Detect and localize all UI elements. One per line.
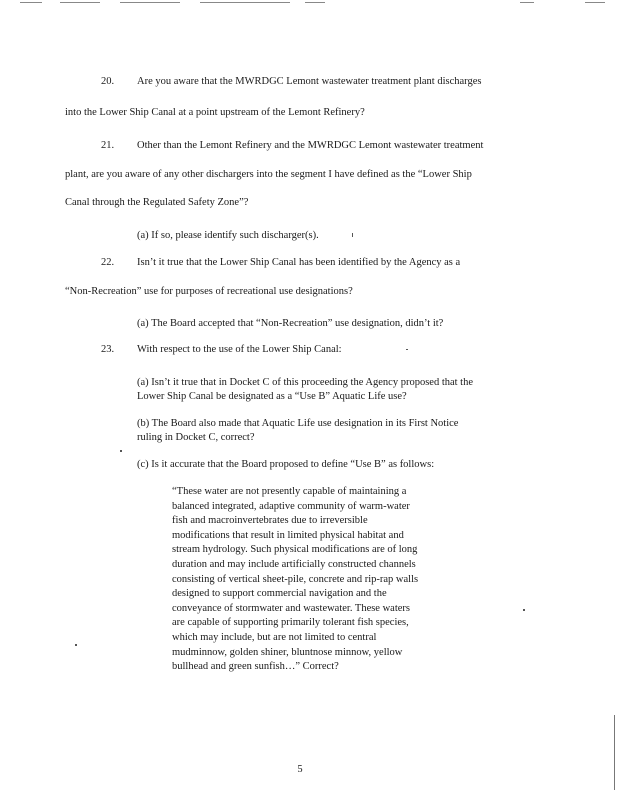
scan-speck xyxy=(75,644,77,646)
q22-sub-a: (a) The Board accepted that “Non-Recreation” use designation, didn’t it? xyxy=(137,318,444,329)
q20-line-1: Are you aware that the MWRDGC Lemont wastewater treatment plant discharges xyxy=(137,76,482,87)
q20-line-2: into the Lower Ship Canal at a point upstream of the Lemont Refinery? xyxy=(65,107,365,118)
scan-speck xyxy=(406,349,408,350)
scan-top-edge-marks xyxy=(0,0,619,6)
q22-line-1: Isn’t it true that the Lower Ship Canal has been identified by the Agency as a xyxy=(137,257,461,268)
q22-number: 22. xyxy=(101,257,115,268)
q21-line-1: Other than the Lemont Refinery and the MWRDGC Lemont wastewater treatment xyxy=(137,140,484,151)
q23-sub-b-line-2: ruling in Docket C, correct? xyxy=(137,432,255,443)
page-number: 5 xyxy=(297,764,303,775)
q23-sub-a-line-1: (a) Isn’t it true that in Docket C of this proceeding the Agency proposed that the xyxy=(137,377,474,388)
q23-sub-c: (c) Is it accurate that the Board proposed to define “Use B” as follows: xyxy=(137,459,435,470)
q23-sub-a-line-2: Lower Ship Canal be designated as a “Use B” Aquatic Life use? xyxy=(137,391,407,402)
scan-speck xyxy=(352,233,353,237)
scan-speck xyxy=(120,450,122,452)
scan-right-edge-mark xyxy=(614,715,615,790)
q22-line-2: “Non-Recreation” use for purposes of recreational use designations? xyxy=(65,286,353,297)
q21-sub-a: (a) If so, please identify such discharger(s). xyxy=(137,230,319,241)
q20-number: 20. xyxy=(101,76,115,87)
block-quote-use-b-definition: “These water are not presently capable of maintaining a balanced integrated, adaptive community of warm-water fish and macroinvertebrates due to irreversible modifications that result in limited physical habitat and stream hydrology. Such physical modifications are of long duration and may include artificially constructed channels consisting of vertical sheet-pile, concrete and rip-rap walls designed to support commercial navigation and the conveyance of stormwater and wastewater. These waters are capable of supporting primarily tolerant fish species, which may include, but are not limited to central mudminnow, golden shiner, bluntnose minnow, yellow bullhead and green sunfish…” Correct? xyxy=(172,486,419,673)
q23-sub-b-line-1: (b) The Board also made that Aquatic Life use designation in its First Notice xyxy=(137,418,459,429)
q21-line-2: plant, are you aware of any other dischargers into the segment I have defined as the “Lower Ship xyxy=(65,169,472,180)
q21-number: 21. xyxy=(101,140,115,151)
q23-intro: With respect to the use of the Lower Ship Canal: xyxy=(137,344,342,355)
q21-line-3: Canal through the Regulated Safety Zone”? xyxy=(65,197,249,208)
q23-number: 23. xyxy=(101,344,115,355)
scan-speck xyxy=(523,609,525,611)
